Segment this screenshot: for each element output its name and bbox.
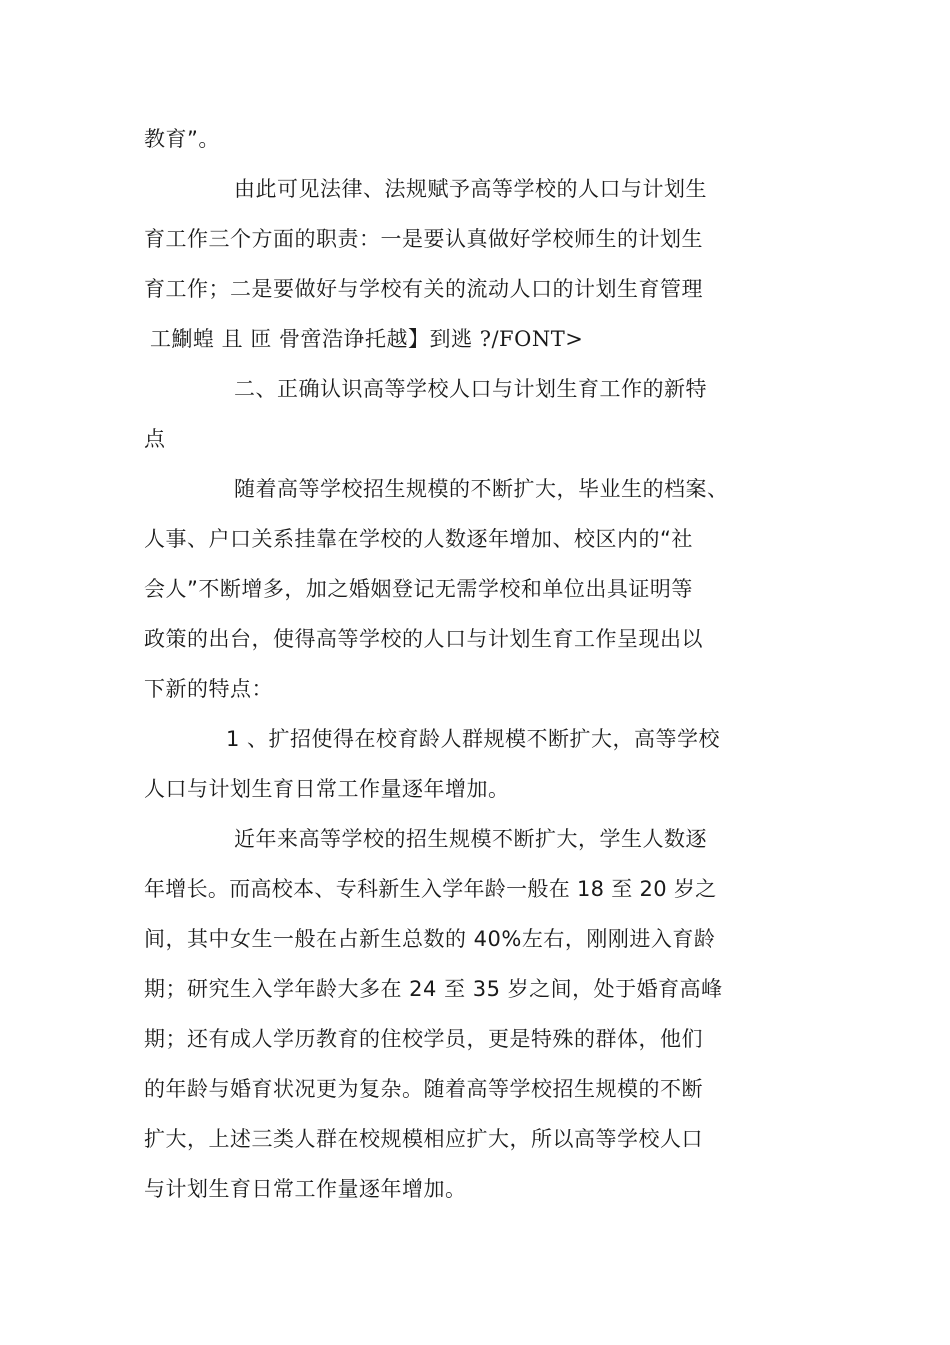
section-heading: 二、正确认识高等学校人口与计划生育工作的新特 — [234, 377, 707, 401]
text-line: 人事、户口关系挂靠在学校的人数逐年增加、校区内的“社 — [144, 527, 693, 551]
text-line: 间，其中女生一般在占新生总数的 40%左右，刚刚进入育龄 — [144, 927, 716, 951]
text-line: 教育”。 — [144, 127, 220, 151]
text-line: 年增长。而高校本、专科新生入学年龄一般在 18 至 20 岁之 — [144, 877, 717, 901]
text-line: 会人”不断增多，加之婚姻登记无需学校和单位出具证明等 — [144, 577, 693, 601]
text-line: 下新的特点： — [144, 677, 273, 701]
text-line: 期；还有成人学历教育的住校学员，更是特殊的群体，他们 — [144, 1027, 703, 1051]
garbled-text-line: 工鯯蝗 且 匝 骨啻浩诤托越】到逃 ?/FONT> — [150, 327, 584, 351]
text-line: 由此可见法律、法规赋予高等学校的人口与计划生 — [234, 177, 707, 201]
text-line: 的年龄与婚育状况更为复杂。随着高等学校招生规模的不断 — [144, 1077, 703, 1101]
subheading-line: 1 、扩招使得在校育龄人群规模不断扩大，高等学校 — [226, 727, 721, 751]
text-line: 育工作三个方面的职责：一是要认真做好学校师生的计划生 — [144, 227, 703, 251]
text-line: 扩大，上述三类人群在校规模相应扩大，所以高等学校人口 — [144, 1127, 703, 1151]
section-heading-continuation: 点 — [144, 427, 166, 451]
text-line: 政策的出台，使得高等学校的人口与计划生育工作呈现出以 — [144, 627, 703, 651]
subheading-line: 人口与计划生育日常工作量逐年增加。 — [144, 777, 510, 801]
text-line: 与计划生育日常工作量逐年增加。 — [144, 1177, 467, 1201]
text-line: 期；研究生入学年龄大多在 24 至 35 岁之间，处于婚育高峰 — [144, 977, 723, 1001]
text-line: 随着高等学校招生规模的不断扩大，毕业生的档案、 — [234, 477, 729, 501]
text-line: 育工作；二是要做好与学校有关的流动人口的计划生育管理 — [144, 277, 703, 301]
text-line: 近年来高等学校的招生规模不断扩大，学生人数逐 — [234, 827, 707, 851]
